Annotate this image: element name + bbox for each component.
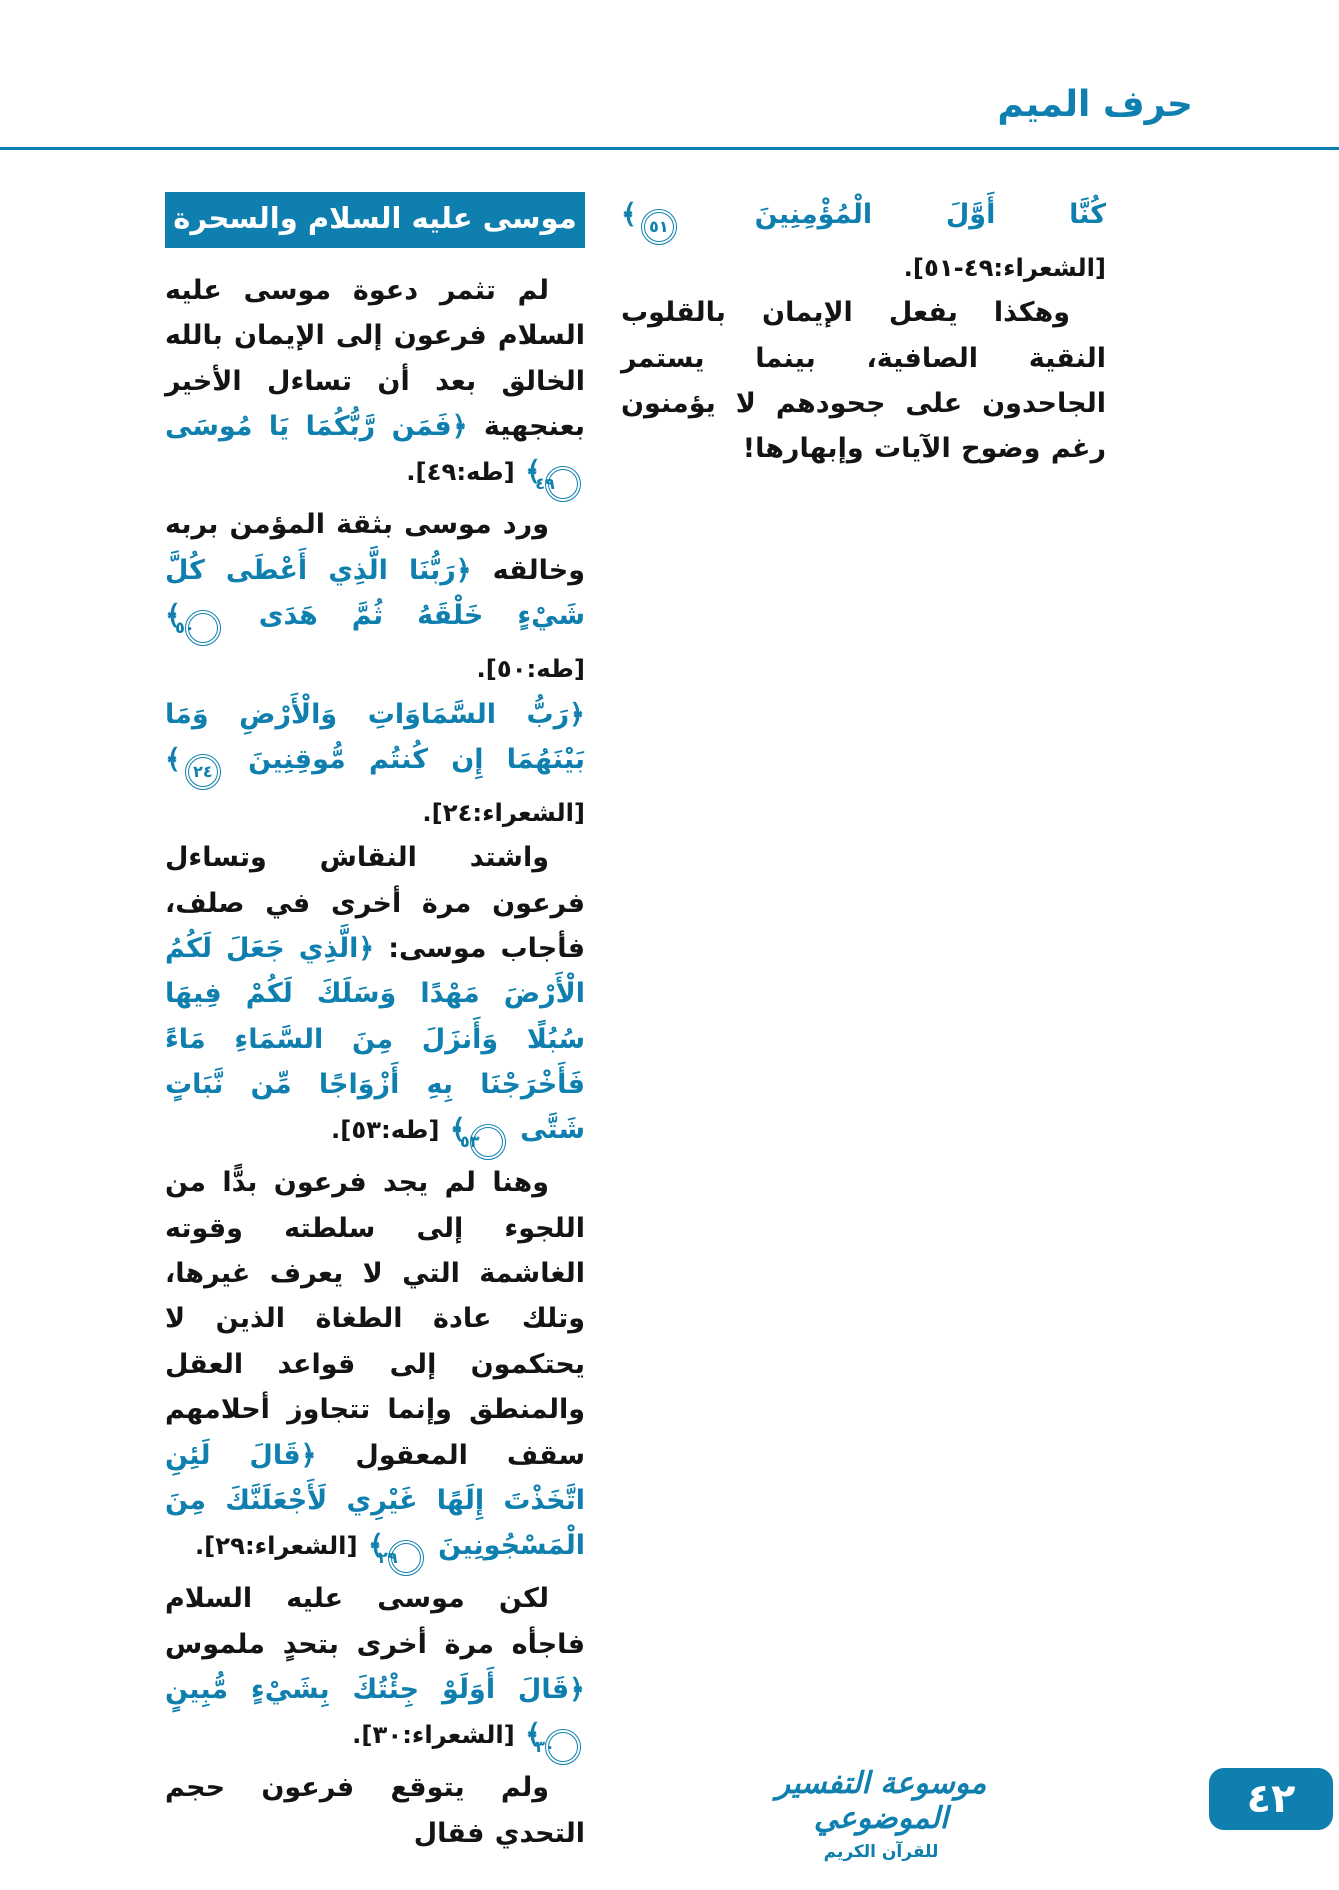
body-text-run: واشتد النقاش وتساءل فرعون مرة أخرى في صلف، فأجاب موسى: (165, 842, 586, 964)
paragraph (165, 502, 585, 691)
quran-verse-text: ﴿رَبُّ السَّمَاوَاتِ وَالْأَرْضِ وَمَا بَيْنَهُمَا إِن كُنتُم مُّوقِنِينَ (165, 698, 585, 775)
quran-verse-text: ﴿رَبُّنَا الَّذِي أَعْطَى كُلَّ شَيْءٍ خَلْقَهُ ثُمَّ هَدَى (165, 554, 585, 632)
quran-verse-text: ﴾ (621, 199, 637, 230)
verse-reference: [الشعراء:٤٩-٥١]. (903, 253, 1106, 282)
quran-verse-text: ﴿فَمَن رَّبُّكُمَا يَا مُوسَى (165, 411, 468, 443)
quran-verse-text: ﴿قَالَ لَئِنِ اتَّخَذْتَ إِلَهًا غَيْرِي لَأَجْعَلَنَّكَ مِنَ الْمَسْجُونِينَ (165, 1439, 585, 1562)
paragraph (165, 268, 585, 502)
section-title-text: موسى عليه السلام والسحرة (173, 201, 577, 235)
verse-number-marker: ٤٩ (545, 466, 581, 502)
verse-reference: [الشعراء:٢٩]. (194, 1531, 358, 1561)
verse-number-marker: ٥١ (641, 209, 677, 245)
verse-number-marker: ٥٣ (470, 1124, 506, 1160)
verse-number-marker: ٥٠ (185, 610, 221, 646)
chapter-header-title: حرف الميم (997, 84, 1193, 125)
paragraph (165, 1160, 585, 1576)
publisher-logo (741, 1767, 1021, 1862)
body-text-run: لكن موسى عليه السلام فاجأه مرة أخرى بتحدٍ ملموس (165, 1583, 585, 1660)
verse-reference: [الشعراء:٢٤]. (422, 797, 585, 827)
quran-verse-text: ﴿الَّذِي جَعَلَ لَكُمُ الْأَرْضَ مَهْدًا وَسَلَكَ لَكُمْ فِيهَا سُبُلًا وَأَنزَلَ مِنَ السَّمَاءِ مَاءً فَأَخْرَجْنَا بِهِ أَزْوَاجًا مِّن نَّبَاتٍ شَتَّى (165, 932, 585, 1146)
section-title-banner (165, 192, 585, 248)
quran-verse-text: ﴾ (439, 1114, 466, 1146)
verse-number-marker: ٢٤ (185, 754, 221, 790)
body-text-run: وهكذا يفعل الإيمان بالقلوب النقية الصافية، بينما يستمر الجاحدون على جحودهم لا يؤمنون رغم وضوح الآيات وإبهارها! (621, 297, 1106, 465)
paragraph (165, 692, 585, 836)
header-divider-rule (0, 147, 1339, 150)
paragraph (621, 192, 1106, 290)
quran-verse-text: ﴾ (514, 1719, 541, 1751)
quran-verse-text: ﴾ (165, 600, 181, 632)
page-number-badge: ٤٢ (1209, 1768, 1333, 1830)
verse-number-marker: ٣٠ (545, 1729, 581, 1765)
body-text-run: وهنا لم يجد فرعون بدًّا من اللجوء إلى سلطته وقوته الغاشمة التي لا يعرف غيرها، وتلك عادة الطغاة الذين لا يحتكمون إلى قواعد العقل والمنطق وإنما تتجاوز أحلامهم سقف المعقول (165, 1167, 586, 1471)
publisher-logo-title: موسوعة التفسير الموضوعي (775, 1766, 987, 1836)
body-text-run: ولم يتوقع فرعون حجم التحدي فقال (165, 1772, 585, 1849)
paragraph (165, 1765, 585, 1856)
quran-verse-text: كُنَّا أَوَّلَ الْمُؤْمِنِينَ (680, 199, 1106, 230)
verse-reference: [الشعراء:٣٠]. (352, 1720, 515, 1750)
verse-number-marker: ٢٩ (388, 1540, 424, 1576)
left-text-column (165, 192, 585, 1856)
right-column-paragraphs (621, 192, 1106, 472)
publisher-logo-subtitle: للقرآن الكريم (823, 1842, 939, 1862)
paragraph (165, 835, 585, 1160)
quran-verse-text: ﴾ (514, 456, 541, 488)
paragraph (165, 1576, 585, 1765)
quran-verse-text: ﴾ (357, 1530, 384, 1562)
right-text-column (621, 192, 1106, 472)
body-text-run: لم تثمر دعوة موسى عليه السلام فرعون إلى الإيمان بالله الخالق بعد أن تساءل الأخير بعنجهية (165, 275, 585, 443)
verse-reference: [طه:٥٣]. (331, 1115, 440, 1145)
left-column-paragraphs (165, 268, 585, 1856)
verse-reference: [طه:٥٠]. (476, 654, 585, 684)
quran-verse-text: ﴿قَالَ أَوَلَوْ جِئْتُكَ بِشَيْءٍ مُّبِينٍ (165, 1673, 585, 1705)
body-text-run: ورد موسى بثقة المؤمن بربه وخالقه (165, 509, 585, 586)
quran-verse-text: ﴾ (165, 743, 181, 775)
verse-reference: [طه:٤٩]. (406, 457, 515, 487)
content-columns (165, 192, 1106, 1856)
paragraph (621, 290, 1106, 471)
